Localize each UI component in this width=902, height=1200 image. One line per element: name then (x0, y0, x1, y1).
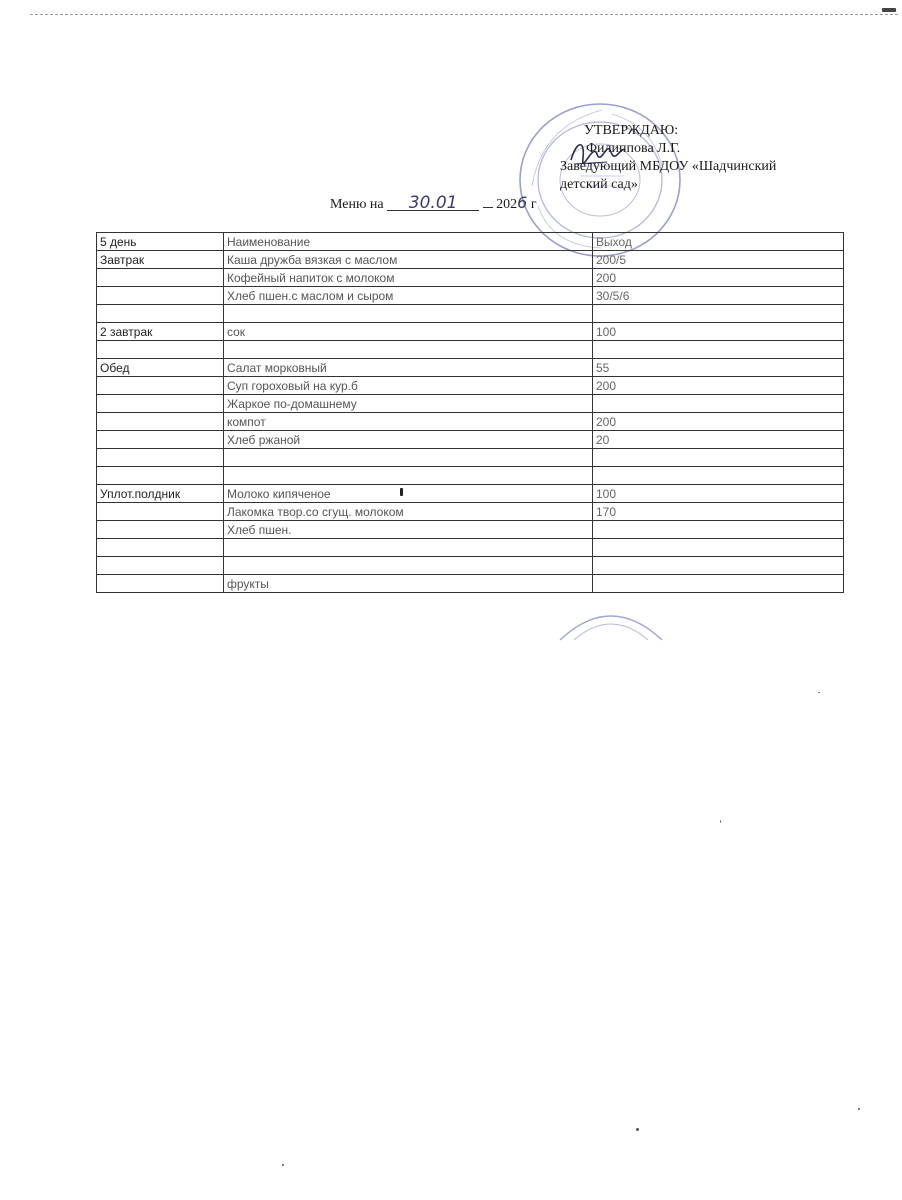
dish-cell: Лакомка твор.со сгущ. молоком (224, 503, 593, 521)
menu-table-body (97, 233, 844, 593)
menu-table (96, 232, 844, 593)
output-cell: 30/5/6 (593, 287, 844, 305)
output-cell: 200 (593, 413, 844, 431)
dish-cell (224, 305, 593, 323)
output-cell: 20 (593, 431, 844, 449)
meal-cell (97, 539, 224, 557)
menu-title-suffix: г (530, 197, 537, 212)
dish-cell: Наименование (224, 233, 593, 251)
scan-edge-line (30, 14, 898, 16)
meal-cell (97, 431, 224, 449)
output-cell (593, 575, 844, 593)
scan-speck (400, 488, 403, 496)
dish-cell: Хлеб ржаной (224, 431, 593, 449)
menu-row (97, 251, 844, 269)
output-cell: Выход (593, 233, 844, 251)
meal-cell (97, 557, 224, 575)
menu-year-digit: 6 (517, 193, 528, 212)
menu-row (97, 413, 844, 431)
meal-cell (97, 287, 224, 305)
meal-cell (97, 449, 224, 467)
meal-cell (97, 395, 224, 413)
meal-cell: Завтрак (97, 251, 224, 269)
meal-cell (97, 341, 224, 359)
scan-speck (282, 1164, 284, 1166)
menu-row (97, 377, 844, 395)
output-cell (593, 449, 844, 467)
dish-cell (224, 341, 593, 359)
meal-cell: 2 завтрак (97, 323, 224, 341)
dish-cell: Хлеб пшен.с маслом и сыром (224, 287, 593, 305)
menu-row (97, 521, 844, 539)
date-blank-line (483, 207, 493, 208)
partial-seal-stamp (556, 602, 666, 642)
dish-cell: Салат морковный (224, 359, 593, 377)
scan-speck (858, 1108, 860, 1110)
dish-cell (224, 557, 593, 575)
output-cell: 55 (593, 359, 844, 377)
menu-row (97, 467, 844, 485)
menu-row (97, 269, 844, 287)
output-cell (593, 395, 844, 413)
meal-cell: Уплот.полдник (97, 485, 224, 503)
output-cell (593, 557, 844, 575)
meal-cell (97, 575, 224, 593)
meal-cell (97, 503, 224, 521)
menu-row (97, 503, 844, 521)
approval-heading: УТВЕРЖДАЮ: (584, 123, 679, 138)
scan-speck (882, 8, 896, 12)
menu-row (97, 575, 844, 593)
meal-cell: 5 день (97, 233, 224, 251)
dish-cell: Хлеб пшен. (224, 521, 593, 539)
menu-row (97, 341, 844, 359)
dish-cell: сок (224, 323, 593, 341)
menu-row (97, 449, 844, 467)
menu-row (97, 359, 844, 377)
scan-speck (720, 820, 721, 823)
approval-name: Филиппова Л.Г. (586, 141, 681, 156)
meal-cell (97, 521, 224, 539)
output-cell (593, 305, 844, 323)
menu-row (97, 287, 844, 305)
menu-date-handwritten: 30.01 (387, 196, 479, 211)
dish-cell (224, 539, 593, 557)
menu-row (97, 431, 844, 449)
menu-row (97, 557, 844, 575)
menu-row (97, 395, 844, 413)
output-cell: 170 (593, 503, 844, 521)
menu-row (97, 539, 844, 557)
output-cell: 200 (593, 269, 844, 287)
dish-cell: Каша дружба вязкая с маслом (224, 251, 593, 269)
dish-cell: Суп гороховый на кур.б (224, 377, 593, 395)
menu-row (97, 233, 844, 251)
output-cell: 200/5 (593, 251, 844, 269)
meal-cell (97, 377, 224, 395)
dish-cell: Молоко кипяченое (224, 485, 593, 503)
meal-cell (97, 305, 224, 323)
output-cell: 200 (593, 377, 844, 395)
dish-cell: компот (224, 413, 593, 431)
output-cell: 100 (593, 323, 844, 341)
approval-position: Заведующий МБДОУ «Шадчинский (560, 159, 777, 174)
scan-speck (818, 692, 820, 693)
dish-cell: Жаркое по-домашнему (224, 395, 593, 413)
menu-year-prefix: 202 (496, 197, 518, 212)
scan-speck (636, 1128, 639, 1131)
menu-title (330, 193, 537, 213)
menu-row (97, 305, 844, 323)
menu-title-prefix: Меню на (330, 197, 384, 212)
meal-cell (97, 269, 224, 287)
approval-organization: детский сад» (560, 177, 638, 192)
meal-cell (97, 467, 224, 485)
output-cell (593, 467, 844, 485)
output-cell: 100 (593, 485, 844, 503)
menu-row (97, 485, 844, 503)
dish-cell: фрукты (224, 575, 593, 593)
output-cell (593, 341, 844, 359)
menu-row (97, 323, 844, 341)
approval-block (560, 122, 820, 194)
output-cell (593, 539, 844, 557)
dish-cell: Кофейный напиток с молоком (224, 269, 593, 287)
dish-cell (224, 449, 593, 467)
meal-cell: Обед (97, 359, 224, 377)
meal-cell (97, 413, 224, 431)
output-cell (593, 521, 844, 539)
dish-cell (224, 467, 593, 485)
